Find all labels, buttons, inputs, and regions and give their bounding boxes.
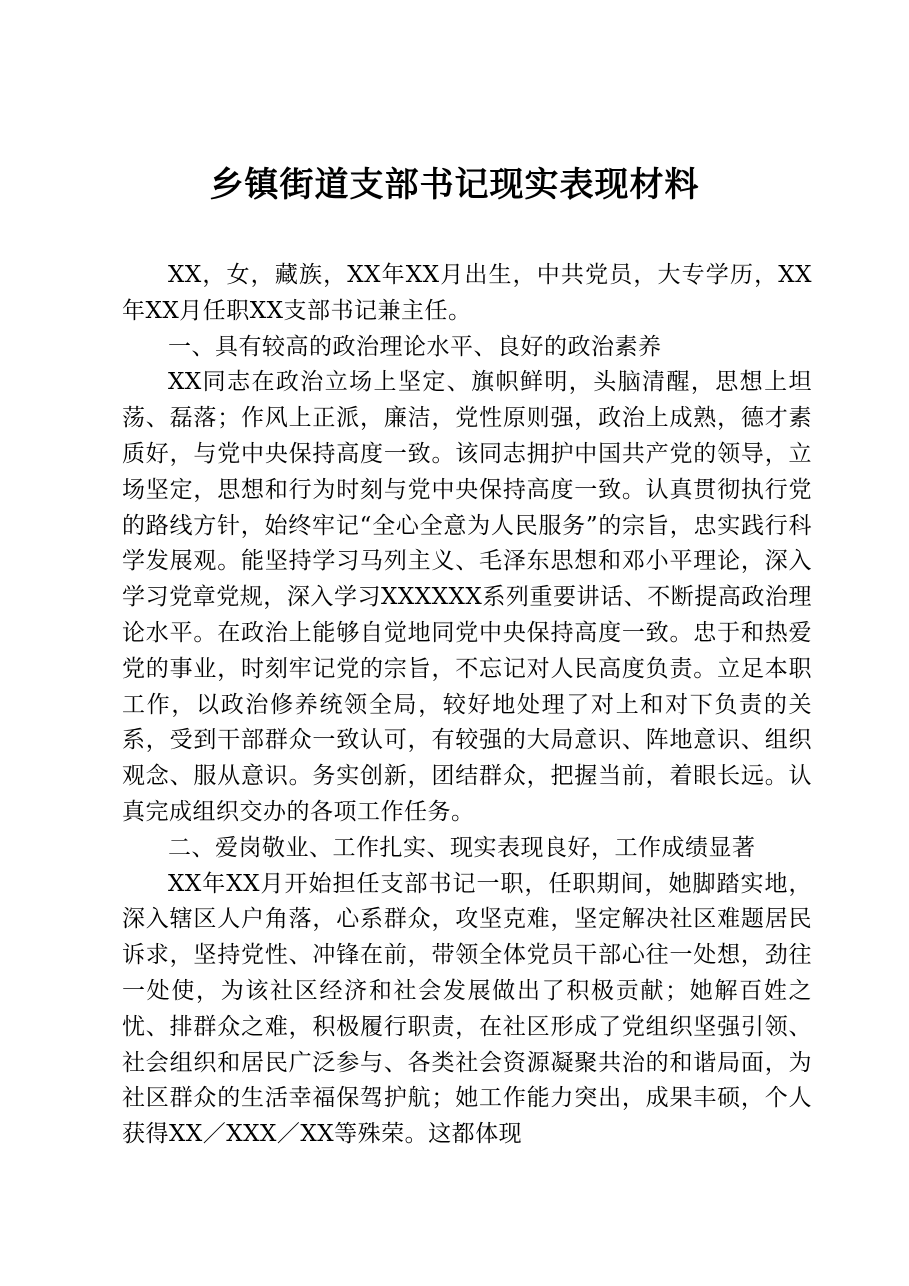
section-heading-1: 一、具有较高的政治理论水平、良好的政治素养 [168,333,662,360]
paragraph-section-1: XX同志在政治立场上坚定、旗帜鲜明，头脑清醒，思想上坦荡、磊落；作风上正派，廉洁，党性原则强，政治上成熟，德才素质好，与党中央保持高度一致。该同志拥护中国共产党的领导，立场坚定，思想和行为时刻与党中央保持高度一致。认真贯彻执行党的路线方针，始终牢记“全心全意为人民服务”的宗旨，忠实践行科学发展观。能坚持学习马列主义、毛泽东思想和邓小平理论，深入学习党章党规，深入学习XXXXXX系列重要讲话、不断提高政治理论水平。在政治上能够自觉地同党中央保持高度一致。忠于和热爱党的事业，时刻牢记党的宗旨，不忘记对人民高度负责。立足本职工作，以政治修养统领全局，较好地处理了对上和对下负责的关系，受到干部群众一致认可，有较强的大局意识、阵地意识、组织观念、服从意识。务实创新，团结群众，把握当前，着眼长远。认真完成组织交办的各项工作任务。 [122,369,812,825]
paragraph-intro: XX，女，藏族，XX年XX月出生，中共党员，大专学历，XX年XX月任职XX支部书记兼主任。 [122,262,812,324]
document-title: 乡镇街道支部书记现实表现材料 [209,165,700,205]
paragraph-section-2: XX年XX月开始担任支部书记一职，任职期间，她脚踏实地，深入辖区人户角落，心系群众，攻坚克难，坚定解决社区难题居民诉求，坚持党性、冲锋在前，带领全体党员干部心往一处想，劲往一处使，为该社区经济和社会发展做出了积极贡献；她解百姓之忧、排群众之难，积极履行职责，在社区形成了党组织坚强引领、社会组织和居民广泛参与、各类社会资源凝聚共治的和谐局面，为社区群众的生活幸福保驾护航；她工作能力突出，成果丰硕，个人获得XX／XXX／XX等殊荣。这都体现 [122,870,812,1148]
section-heading-2: 二、爱岗敬业、工作扎实、现实表现良好，工作成绩显著 [168,834,756,861]
document-body [122,258,812,1153]
